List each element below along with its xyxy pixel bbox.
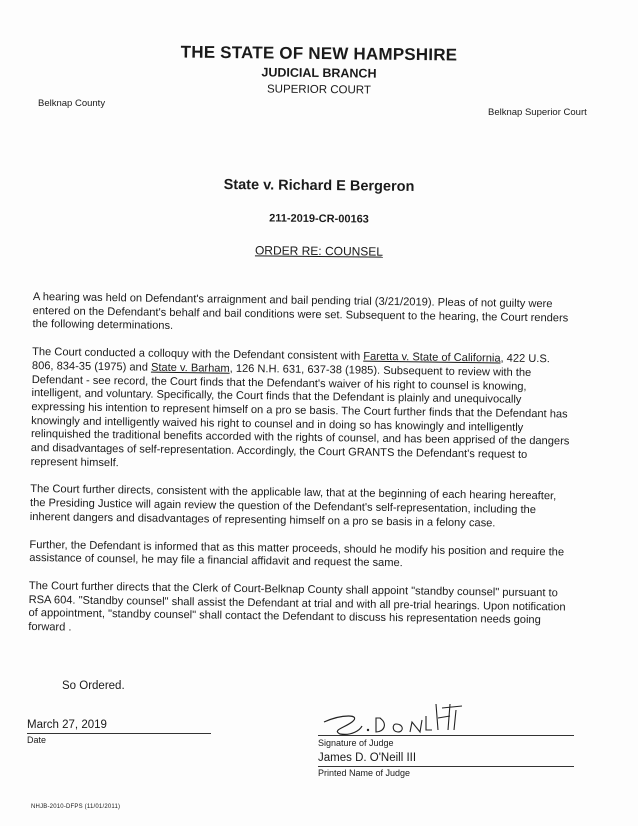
paragraph-3: The Court further directs, consistent with the applicable law, that at the beginning of each hearing hereafter, the Presiding Justice will again review the question of the Defendant's self-representation, including the inherent dangers and disadvantages of representing himself on a pro se basis in a felony case. xyxy=(29,483,557,530)
state-heading: THE STATE OF NEW HAMPSHIRE xyxy=(180,42,458,65)
case-title: State v. Richard E Bergeron xyxy=(223,177,415,195)
judge-name-label: Printed Name of Judge xyxy=(318,768,411,778)
date-value: March 27, 2019 xyxy=(27,719,211,734)
judge-name: James D. O'Neill III xyxy=(318,752,574,767)
court-heading: SUPERIOR COURT xyxy=(266,83,372,97)
judge-signature xyxy=(322,700,502,740)
signature-label: Signature of Judge xyxy=(318,738,394,748)
p2-text-a: The Court conducted a colloquy with the Defendant consistent with xyxy=(32,346,364,363)
date-label: Date xyxy=(27,735,47,745)
so-ordered: So Ordered. xyxy=(62,680,125,692)
paragraph-2 xyxy=(31,346,573,477)
p2-text-b: , 422 U.S. 806, 834-35 (1975) and xyxy=(31,352,550,374)
case-citation-barham: State v. Barham xyxy=(150,361,230,375)
case-citation-faretta: Faretta v. State of California xyxy=(363,350,501,365)
paragraph-1: A hearing was held on Defendant's arraignment and bail pending trial (3/21/2019). Pleas of not guilty were entered on the Defendant's behalf and bail conditions were set. Subsequent to the hearing, the Court renders the following determinations. xyxy=(32,291,569,333)
court-name-label: Belknap Superior Court xyxy=(488,107,587,118)
branch-heading: JUDICIAL BRANCH xyxy=(261,65,377,81)
p2-text-c: , 126 N.H. 631, 637-38 (1985). Subsequent to review with the Defendant - see record, the Court finds that the Defendant's waiver of his right to counsel is knowing, intelligent, and voluntary. Specifically, the Court finds that the Defendant is plainly and unequivocally expressing his intention to represent himself on a pro se basis. The Court further finds that the Defendant has knowingly and intelligently waived his right to counsel and in doing so has knowingly and intelligently relinquished the traditional benefits accorded with the rights of counsel, and has been apprised of the dangers and disadvantages of self-representation. Accordingly, the Court GRANTS the Defendant's request to represent himself. xyxy=(30,362,570,469)
county-label: Belknap County xyxy=(38,98,106,109)
order-body xyxy=(28,291,573,656)
paragraph-4: Further, the Defendant is informed that as this matter proceeds, should he modify his position and require the assistance of counsel, he may file a financial affidavit and request the same. xyxy=(29,538,565,570)
form-id: NHJB-2010-DFPS (11/01/2011) xyxy=(31,804,121,810)
paragraph-5: The Court further directs that the Clerk of Court-Belknap County shall appoint "standby counsel" pursuant to RSA 604. "Standby counsel" shall assist the Defendant at trial and with all pre-trial hearings. Upon notification of appointment, "standby counsel" shall contact the Defendant to discuss his representation needs going forward . xyxy=(28,579,566,634)
order-title: ORDER RE: COUNSEL xyxy=(254,243,384,259)
case-number: 211-2019-CR-00163 xyxy=(269,212,369,226)
signature-line xyxy=(318,735,574,736)
